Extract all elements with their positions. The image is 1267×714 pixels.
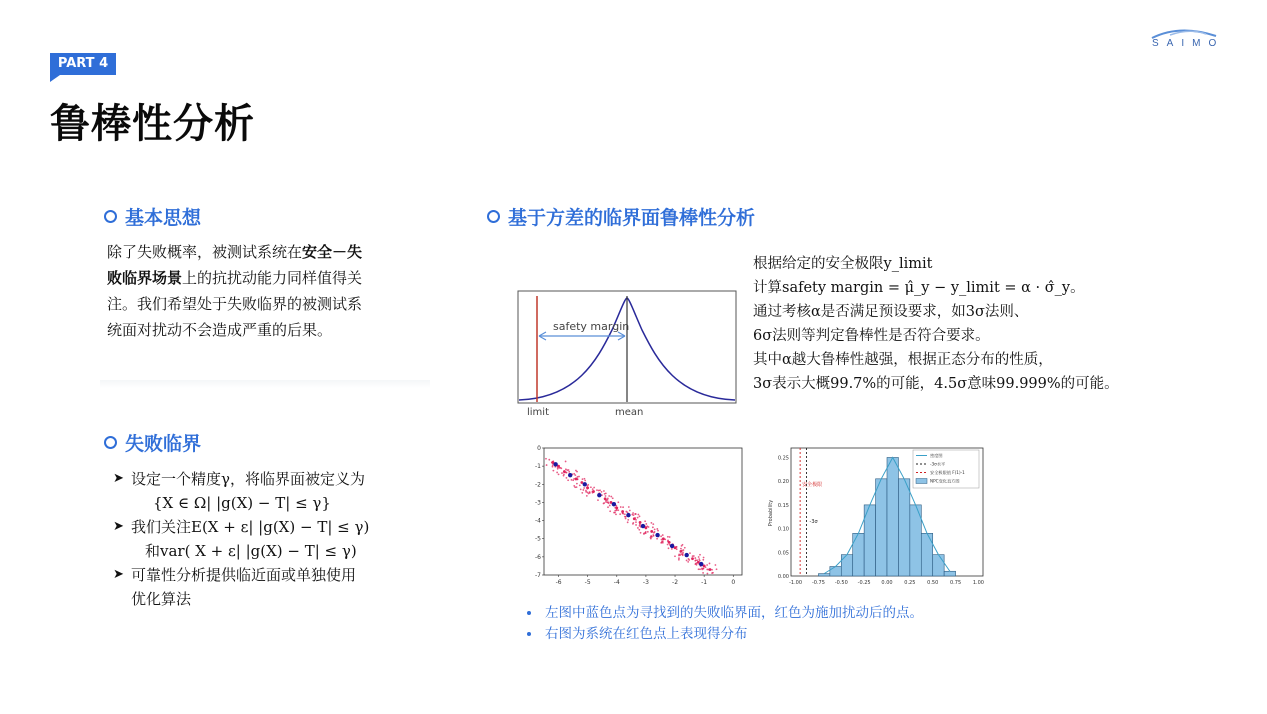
- failure-boundary-heading: [104, 429, 201, 456]
- basic-idea-paragraph: [107, 239, 417, 343]
- histogram-bar: [818, 574, 829, 576]
- scatter-point-red: [597, 499, 599, 501]
- scatter-point-red: [581, 492, 583, 494]
- scatter-point-red: [606, 499, 608, 501]
- scatter-point-red: [617, 509, 619, 511]
- y-tick-label: 0.10: [777, 526, 789, 533]
- scatter-point-red: [548, 459, 550, 461]
- scatter-point-red: [676, 548, 678, 550]
- explanation-line: 3σ表示大概99.7%的可能，4.5σ意味99.999%的可能。: [753, 376, 1119, 392]
- scatter-point-red: [644, 520, 646, 522]
- scatter-point-red: [577, 478, 579, 480]
- scatter-point-red: [635, 513, 637, 515]
- scatter-point-red: [571, 479, 573, 481]
- plot-frame: [544, 448, 742, 575]
- scatter-point-red: [702, 559, 704, 561]
- scatter-point-red: [579, 484, 581, 486]
- scatter-point-red: [565, 461, 567, 463]
- ring-bullet-icon: [487, 210, 500, 223]
- scatter-point-red: [590, 486, 592, 488]
- ring-bullet-icon: [104, 210, 117, 223]
- scatter-point-red: [627, 519, 629, 521]
- scatter-point-red: [682, 554, 684, 556]
- x-tick-label: -1: [701, 579, 708, 586]
- legend-swatch: [916, 479, 927, 484]
- failure-boundary-heading-text: 失败临界: [125, 433, 202, 455]
- scatter-point-red: [668, 547, 670, 549]
- scatter-point-red: [633, 514, 635, 516]
- scatter-point-red: [625, 516, 627, 518]
- scatter-point-red: [635, 524, 637, 526]
- scatter-point-red: [667, 544, 669, 546]
- scatter-point-red: [624, 513, 626, 515]
- x-tick-label: 0.00: [881, 580, 893, 586]
- scatter-point-red: [567, 479, 569, 481]
- scatter-chart: [530, 443, 750, 588]
- list-item-continuation: {X ∈ Ω| |g(X) − T| ≤ γ}: [153, 494, 331, 512]
- y-tick-label: 0: [537, 445, 541, 452]
- scatter-point-red: [558, 473, 560, 475]
- x-tick-label: -0.25: [857, 580, 871, 586]
- histogram-bar: [841, 555, 852, 576]
- scatter-point-red: [552, 460, 554, 462]
- page-title: 鲁棒性分析: [50, 101, 255, 147]
- x-tick-label: 0.25: [904, 580, 916, 586]
- basic-idea-heading: [104, 203, 201, 230]
- histogram-bar: [853, 533, 864, 576]
- normal-distribution-figure: [517, 290, 737, 425]
- scatter-point-blue: [626, 513, 630, 517]
- scatter-point-red: [639, 525, 641, 527]
- scatter-point-red: [545, 458, 547, 460]
- dot-bullet-icon: [527, 611, 531, 615]
- scatter-point-red: [592, 492, 594, 494]
- dot-bullet-icon: [527, 632, 531, 636]
- scatter-point-red: [674, 555, 676, 557]
- paragraph-line: 注。我们希望处于失败临界的被测试系: [107, 295, 363, 313]
- scatter-point-red: [698, 556, 700, 558]
- scatter-point-red: [603, 490, 605, 492]
- scatter-point-red: [639, 515, 641, 517]
- scatter-point-red: [637, 527, 639, 529]
- scatter-point-red: [681, 545, 683, 547]
- scatter-point-red: [561, 472, 563, 474]
- scatter-point-red: [667, 539, 669, 541]
- scatter-point-red: [609, 505, 611, 507]
- scatter-point-red: [559, 467, 561, 469]
- scatter-point-red: [703, 557, 705, 559]
- explanation-line: 6σ法则等判定鲁棒性是否符合要求。: [753, 328, 990, 344]
- list-item-continuation: 优化算法: [131, 590, 192, 608]
- list-item: ➤ 我们关注E(X + ε| |g(X) − T| ≤ γ): [113, 515, 423, 539]
- arrow-bullet-icon: ➤: [113, 567, 124, 582]
- y-tick-label: -7: [535, 572, 541, 579]
- scatter-point-red: [622, 506, 624, 508]
- scatter-point-red: [635, 519, 637, 521]
- scatter-point-red: [650, 522, 652, 524]
- x-tick-label: 1.00: [972, 580, 984, 586]
- scatter-point-red: [578, 476, 580, 478]
- scatter-point-red: [669, 536, 671, 538]
- scatter-point-red: [584, 480, 586, 482]
- scatter-point-red: [552, 466, 554, 468]
- scatter-point-red: [667, 536, 669, 538]
- scatter-point-red: [580, 488, 582, 490]
- y-tick-label: -4: [535, 517, 541, 525]
- scatter-point-red: [687, 561, 689, 563]
- scatter-point-blue: [597, 493, 601, 497]
- scatter-point-red: [609, 510, 611, 512]
- variance-heading: [487, 203, 755, 230]
- annotation-minus-3-sigma: -3σ: [809, 519, 818, 525]
- x-tick-label: -0.50: [834, 580, 848, 586]
- scatter-point-red: [574, 474, 576, 476]
- scatter-point-red: [610, 496, 612, 498]
- scatter-point-red: [617, 501, 619, 503]
- histogram-chart: [765, 443, 987, 588]
- x-tick-label: -6: [555, 579, 562, 586]
- scatter-point-red: [711, 569, 713, 571]
- scatter-point-red: [682, 552, 684, 554]
- scatter-point-red: [662, 537, 665, 540]
- x-tick-label: 0: [731, 579, 736, 586]
- scatter-point-red: [576, 483, 578, 485]
- scatter-point-red: [643, 533, 645, 535]
- logo-text: SAIMO: [1152, 38, 1225, 49]
- scatter-point-red: [702, 572, 704, 574]
- scatter-point-red: [582, 489, 584, 491]
- scatter-point-red: [664, 538, 666, 540]
- scatter-point-red: [640, 532, 642, 534]
- scatter-point-red: [576, 471, 578, 473]
- scatter-point-red: [696, 562, 698, 564]
- scatter-point-red: [572, 479, 574, 481]
- scatter-point-red: [682, 549, 684, 551]
- y-tick-label: 0.00: [777, 574, 789, 580]
- scatter-point-red: [679, 550, 682, 553]
- failure-boundary-list: [113, 467, 423, 611]
- scatter-point-red: [707, 573, 709, 575]
- scatter-point-red: [708, 569, 710, 571]
- scatter-point-red: [662, 534, 664, 536]
- histogram-svg: [765, 443, 987, 588]
- scatter-point-red: [583, 487, 585, 489]
- variance-heading-text: 基于方差的临界面鲁棒性分析: [508, 207, 756, 229]
- scatter-point-red: [652, 523, 654, 525]
- explanation-line: 根据给定的安全极限y_limit: [753, 256, 933, 272]
- scatter-point-red: [652, 534, 654, 536]
- scatter-point-red: [584, 478, 586, 480]
- x-tick-label: 0.50: [927, 580, 939, 586]
- scatter-point-red: [608, 495, 610, 497]
- scatter-point-red: [605, 495, 607, 497]
- scatter-point-red: [614, 510, 616, 512]
- scatter-point-blue: [568, 473, 572, 477]
- legend-label: 安全极限值 F(1)-1: [930, 470, 965, 475]
- scatter-point-red: [608, 502, 610, 504]
- scatter-point-red: [628, 506, 630, 508]
- scatter-point-red: [582, 478, 584, 480]
- scatter-point-red: [620, 506, 622, 508]
- scatter-point-red: [691, 557, 694, 560]
- scatter-point-red: [557, 466, 559, 468]
- explanation-line: 其中α越大鲁棒性越强，根据正态分布的性质，: [753, 352, 1053, 368]
- limit-label: limit: [527, 407, 549, 418]
- scatter-point-red: [552, 470, 554, 472]
- y-tick-label: -3: [535, 499, 541, 507]
- scatter-point-red: [661, 541, 663, 543]
- variance-explanation: [753, 252, 1223, 396]
- scatter-point-red: [637, 517, 639, 519]
- list-item-continuation: 和var( X + ε| |g(X) − T| ≤ γ): [145, 542, 357, 560]
- scatter-point-red: [632, 523, 634, 525]
- scatter-point-blue: [684, 553, 688, 557]
- scatter-point-red: [639, 521, 642, 524]
- safety-margin-label: safety margin: [553, 320, 630, 333]
- scatter-point-red: [703, 566, 705, 568]
- scatter-point-red: [715, 564, 717, 566]
- scatter-point-red: [678, 557, 680, 559]
- explanation-line: 通过考核α是否满足预设要求，如3σ法则、: [753, 304, 1029, 320]
- scatter-point-red: [586, 495, 588, 497]
- mean-label: mean: [615, 407, 644, 418]
- scatter-point-blue: [583, 482, 587, 486]
- scatter-point-blue: [612, 502, 616, 506]
- scatter-svg: [530, 443, 750, 588]
- scatter-point-red: [616, 508, 618, 510]
- scatter-point-red: [680, 548, 682, 550]
- scatter-point-red: [566, 469, 568, 471]
- scatter-point-red: [615, 513, 617, 515]
- scatter-point-red: [601, 491, 603, 493]
- scatter-point-blue: [553, 462, 557, 466]
- scatter-point-red: [645, 523, 647, 525]
- legend-label: 密度图: [930, 453, 943, 458]
- scatter-point-red: [619, 513, 621, 515]
- arrow-bullet-icon: ➤: [113, 519, 124, 534]
- section-divider: [100, 380, 430, 388]
- x-tick-label: -1.00: [789, 580, 803, 586]
- y-tick-label: 0.15: [777, 502, 789, 509]
- scatter-point-red: [637, 514, 639, 516]
- scatter-point-red: [686, 560, 688, 562]
- scatter-point-red: [629, 510, 631, 512]
- y-tick-label: -6: [535, 553, 541, 561]
- scatter-point-red: [657, 530, 659, 532]
- scatter-point-red: [552, 464, 554, 466]
- scatter-point-red: [650, 535, 652, 537]
- y-tick-label: -5: [535, 535, 541, 543]
- x-tick-label: -2: [672, 579, 679, 586]
- scatter-point-red: [650, 538, 652, 540]
- paragraph-line: 败临界场景上的抗扰动能力同样值得关: [107, 269, 363, 287]
- scatter-point-red: [566, 472, 568, 474]
- scatter-point-red: [607, 506, 609, 508]
- scatter-point-red: [647, 531, 649, 533]
- scatter-point-red: [645, 532, 647, 534]
- scatter-point-red: [652, 526, 654, 528]
- scatter-point-red: [654, 528, 656, 530]
- scatter-point-red: [603, 503, 605, 505]
- scatter-point-red: [592, 490, 594, 492]
- scatter-point-red: [612, 497, 614, 499]
- y-axis-label: Probability: [768, 499, 774, 527]
- list-item: ➤ 设定一个精度γ，将临界面被定义为: [113, 467, 423, 491]
- scatter-point-red: [698, 568, 700, 570]
- scatter-point-blue: [641, 524, 645, 528]
- scatter-point-red: [625, 518, 627, 520]
- legend-label: -3σ水平: [930, 461, 946, 467]
- scatter-point-red: [706, 564, 708, 566]
- scatter-point-red: [678, 554, 680, 556]
- scatter-point-red: [575, 479, 577, 481]
- scatter-point-red: [593, 487, 595, 489]
- scatter-point-red: [635, 521, 637, 523]
- y-tick-label: 0.25: [777, 455, 789, 462]
- scatter-point-red: [622, 512, 624, 514]
- scatter-point-red: [650, 530, 653, 533]
- scatter-point-red: [574, 486, 576, 488]
- scatter-point-red: [568, 471, 570, 473]
- scatter-point-red: [634, 518, 636, 520]
- scatter-point-red: [656, 528, 658, 530]
- histogram-bar: [898, 479, 909, 576]
- scatter-point-red: [694, 557, 696, 559]
- scatter-point-red: [563, 475, 565, 477]
- paragraph-line: 统面对扰动不会造成严重的后果。: [107, 321, 333, 339]
- scatter-point-red: [607, 497, 609, 499]
- scatter-point-red: [678, 559, 680, 561]
- scatter-point-red: [688, 558, 690, 560]
- explanation-line: 计算safety margin = μ̂_y − y_limit = α · σ̂_y。: [753, 280, 1085, 296]
- scatter-point-red: [627, 521, 629, 523]
- scatter-point-red: [711, 572, 713, 574]
- scatter-point-red: [588, 493, 590, 495]
- scatter-point-blue: [699, 562, 703, 566]
- legend-label: NPC变化直方图: [930, 478, 960, 484]
- scatter-point-red: [684, 547, 686, 549]
- scatter-point-red: [667, 541, 669, 543]
- scatter-point-red: [699, 554, 701, 556]
- figure-captions: [527, 603, 1027, 645]
- histogram-bar: [887, 457, 898, 576]
- scatter-point-blue: [655, 533, 659, 537]
- scatter-point-red: [648, 526, 650, 528]
- scatter-point-red: [586, 487, 588, 489]
- scatter-point-red: [716, 568, 718, 570]
- scatter-point-red: [694, 563, 696, 565]
- part-badge-tail: [50, 75, 60, 82]
- scatter-point-red: [693, 555, 695, 557]
- scatter-point-red: [660, 535, 662, 537]
- scatter-point-red: [671, 548, 673, 550]
- scatter-point-red: [698, 558, 700, 560]
- x-tick-label: -4: [613, 579, 620, 586]
- x-tick-label: -3: [642, 579, 649, 586]
- scatter-point-red: [604, 493, 606, 495]
- scatter-point-red: [702, 568, 704, 570]
- y-tick-label: 0.20: [777, 479, 789, 486]
- scatter-point-red: [661, 539, 663, 541]
- scatter-point-red: [585, 490, 587, 492]
- histogram-bar: [933, 555, 944, 576]
- scatter-point-red: [656, 538, 658, 540]
- scatter-point-red: [709, 563, 711, 565]
- scatter-point-red: [615, 506, 617, 508]
- scatter-point-red: [599, 489, 601, 491]
- scatter-point-red: [614, 512, 616, 514]
- y-tick-label: -2: [535, 481, 541, 489]
- basic-idea-heading-text: 基本思想: [125, 207, 202, 229]
- annotation-safety-limit: 安全极限: [802, 482, 823, 488]
- scatter-point-red: [556, 472, 558, 474]
- x-tick-label: -0.75: [811, 580, 825, 586]
- paragraph-line: 除了失败概率，被测试系统在安全－失: [107, 243, 363, 261]
- y-tick-label: -1: [535, 463, 541, 471]
- caption-item: 右图为系统在红色点上表现得分布: [527, 624, 1027, 645]
- x-tick-label: 0.75: [950, 580, 962, 586]
- arrow-bullet-icon: ➤: [113, 471, 124, 486]
- histogram-bar: [921, 533, 932, 576]
- list-item: ➤ 可靠性分析提供临近面或单独使用: [113, 563, 423, 587]
- saimo-logo: [1140, 26, 1230, 52]
- part-badge: PART 4: [50, 53, 116, 75]
- x-tick-label: -5: [584, 579, 591, 586]
- scatter-point-red: [546, 464, 548, 466]
- scatter-point-red: [676, 546, 678, 548]
- histogram-bar: [876, 479, 887, 576]
- ring-bullet-icon: [104, 436, 117, 449]
- scatter-point-red: [596, 489, 598, 491]
- scatter-point-red: [638, 529, 640, 531]
- scatter-point-red: [592, 488, 594, 490]
- histogram-bar: [944, 571, 955, 576]
- scatter-point-red: [566, 477, 568, 479]
- scatter-point-red: [654, 531, 656, 533]
- caption-item: 左图中蓝色点为寻找到的失败临界面，红色为施加扰动后的点。: [527, 603, 1027, 624]
- scatter-point-red: [695, 559, 697, 561]
- y-tick-label: 0.05: [777, 550, 789, 557]
- scatter-point-blue: [670, 544, 674, 548]
- scatter-point-red: [689, 552, 691, 554]
- histogram-bar: [830, 567, 841, 576]
